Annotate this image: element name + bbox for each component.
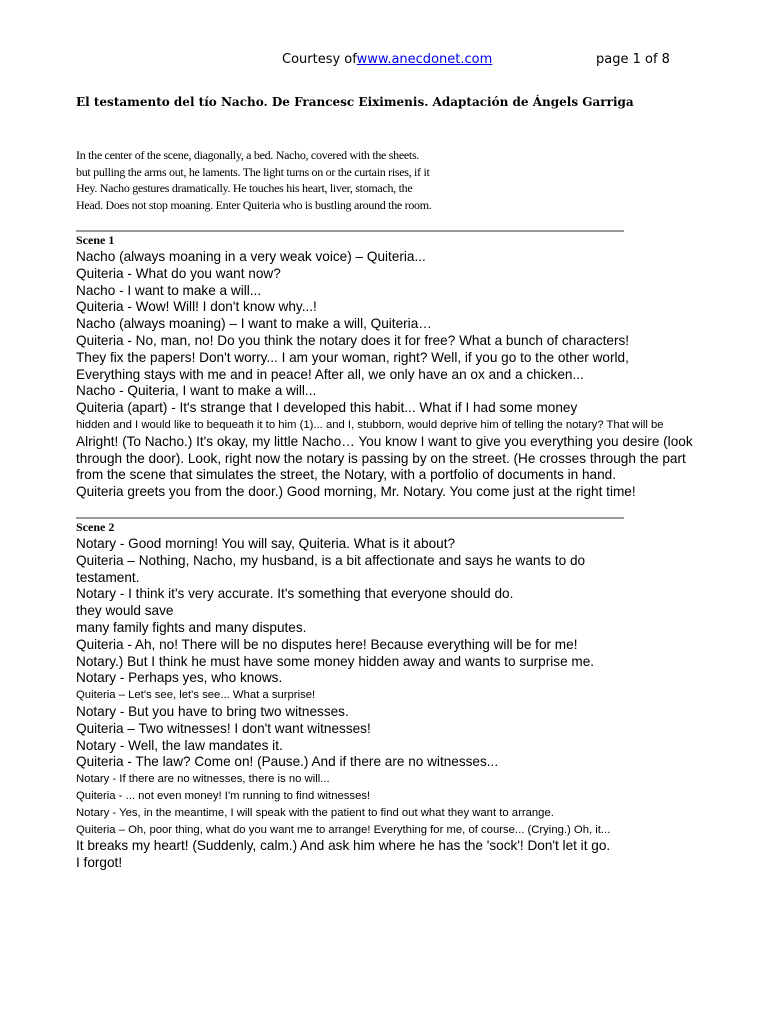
page-header	[0, 52, 768, 72]
dialogue-line: Notary.) But I think he must have some money hidden away and wants to surprise me.	[76, 653, 595, 669]
anecdonet-link[interactable]: www.anecdonet.com	[356, 52, 493, 67]
dialogue-line: Quiteria - What do you want now?	[76, 265, 281, 281]
dialogue-line: they would save	[76, 603, 174, 619]
dialogue-line: Notary - I think it's very accurate. It's something that everyone should do.	[76, 586, 514, 602]
scene-1-heading: Scene 1	[76, 233, 115, 247]
dialogue-line: many family fights and many disputes.	[76, 619, 307, 635]
dialogue-line: They fix the papers! Don't worry... I am your woman, right? Well, if you go to the other world,	[76, 349, 629, 365]
dialogue-line: Nacho - I want to make a will...	[76, 282, 262, 298]
dialogue-line: Notary - But you have to bring two witnesses.	[76, 703, 349, 719]
intro-line: In the center of the scene, diagonally, a bed. Nacho, covered with the sheets.	[76, 148, 420, 162]
scene-2-dialogue	[76, 536, 736, 872]
dialogue-line: testament.	[76, 569, 140, 585]
dialogue-line: from the scene that simulates the street, the Notary, with a portfolio of documents in hand.	[76, 467, 616, 483]
dialogue-line: Quiteria – Oh, poor thing, what do you want me to arrange! Everything for me, of course... (Crying.) Oh, it...	[76, 823, 611, 836]
dialogue-line: Quiteria - Ah, no! There will be no disputes here! Because everything will be for me!	[76, 636, 578, 652]
dialogue-line: Quiteria (apart) - It's strange that I developed this habit... What if I had some money	[76, 400, 578, 416]
dialogue-line: Notary - Perhaps yes, who knows.	[76, 670, 283, 686]
intro-line: Head. Does not stop moaning. Enter Quiteria who is bustling around the room.	[76, 197, 432, 212]
courtesy-note	[282, 52, 492, 67]
page-number: page 1 of 8	[596, 52, 670, 67]
dialogue-line: Nacho (always moaning) – I want to make a will, Quiteria…	[76, 316, 432, 332]
dialogue-line: Quiteria - ... not even money! I'm running to find witnesses!	[76, 789, 371, 802]
dialogue-line: hidden and I would like to bequeath it to him (1)... and I, stubborn, would deprive him of telling the notary? That will be	[76, 418, 664, 431]
dialogue-line: through the door). Look, right now the notary is passing by on the street. (He crosses through the part	[76, 450, 686, 466]
dialogue-line: Notary - Yes, in the meantime, I will speak with the patient to find out what they want to arrange.	[76, 806, 554, 819]
dialogue-line: Quiteria – Two witnesses! I don't want witnesses!	[76, 720, 371, 736]
dialogue-line: Quiteria greets you from the door.) Good morning, Mr. Notary. You come just at the right time!	[76, 484, 636, 500]
courtesy-prefix: Courtesy of	[282, 52, 357, 67]
intro-line: but pulling the arms out, he laments. The light turns on or the curtain rises, if it	[76, 164, 430, 179]
dialogue-line: Notary - If there are no witnesses, there is no will...	[76, 773, 330, 786]
dialogue-line: Quiteria – Nothing, Nacho, my husband, is a bit affectionate and says he wants to do	[76, 552, 586, 568]
dialogue-line: Quiteria - Wow! Will! I don't know why...!	[76, 299, 317, 315]
scene-1-dialogue	[76, 249, 736, 501]
intro-line: Hey. Nacho gestures dramatically. He touches his heart, liver, stomach, the	[76, 181, 413, 195]
document-title: El testamento del tío Nacho. De Francesc Eiximenis. Adaptación de Ángels Garriga	[76, 95, 634, 109]
dialogue-line: Alright! (To Nacho.) It's okay, my little Nacho… You know I want to give you everything you desire (look	[76, 433, 693, 449]
dialogue-line: Quiteria – Let's see, let's see... What a surprise!	[76, 689, 316, 702]
dialogue-line: Notary - Well, the law mandates it.	[76, 737, 283, 753]
dialogue-line: I forgot!	[76, 855, 123, 871]
dialogue-line: Quiteria - No, man, no! Do you think the notary does it for free? What a bunch of characters!	[76, 332, 630, 348]
dialogue-line: Everything stays with me and in peace! After all, we only have an ox and a chicken...	[76, 366, 584, 382]
scene-2-divider	[76, 517, 624, 519]
dialogue-line: Nacho - Quiteria, I want to make a will...	[76, 383, 317, 399]
intro-paragraph	[76, 147, 676, 213]
dialogue-line: It breaks my heart! (Suddenly, calm.) And ask him where he has the 'sock'! Don't let it go.	[76, 838, 611, 854]
scene-1-divider	[76, 230, 624, 232]
dialogue-line: Nacho (always moaning in a very weak voice) – Quiteria...	[76, 249, 426, 264]
dialogue-line: Quiteria - The law? Come on! (Pause.) And if there are no witnesses...	[76, 754, 499, 770]
scene-2-heading: Scene 2	[76, 520, 115, 534]
dialogue-line: Notary - Good morning! You will say, Quiteria. What is it about?	[76, 536, 456, 551]
